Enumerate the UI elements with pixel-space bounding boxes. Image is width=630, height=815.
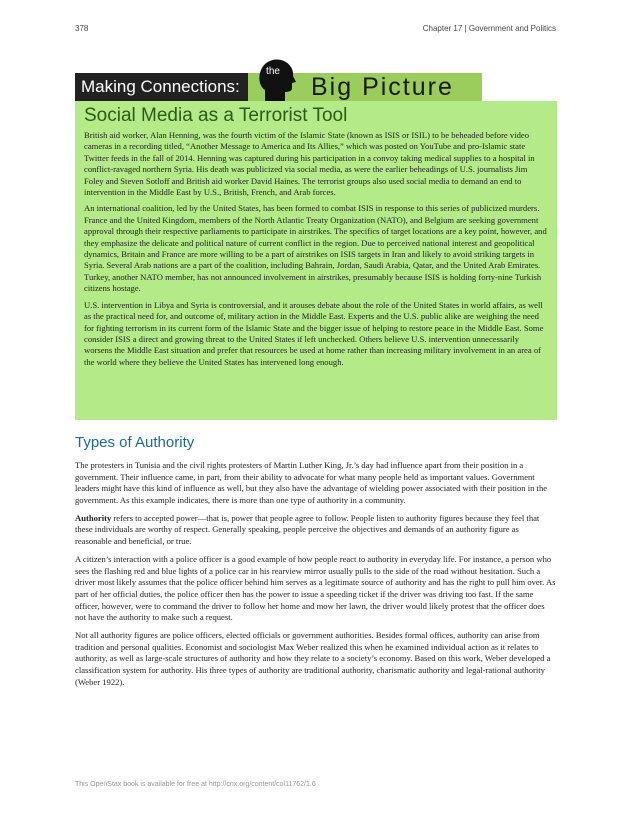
feature-paragraph: U.S. intervention in Libya and Syria is controversial, and it arouses debate about the role of the United States in world affairs, as well as the practical need for, and outcome of, military action in the Middle East. Experts and the U.S. public alike are weighing the need for fighting terrorism in its current form of the Islamic State and the bigger issue of helping to restore peace in the Middle East. Some consider ISIS a direct and growing threat to the United States if left unchecked. Others believe U.S. intervention unnecessarily worsens the Middle East situation and prefer that resources be used at home rather than increasing military involvement in an area of the world where they believe the United States has intervened long enough. bbox=[84, 299, 544, 367]
key-term-authority: Authority bbox=[75, 512, 112, 523]
body-paragraph: Not all authority figures are police officers, elected officials or government authorities. Besides formal offices, authority can arise from tradition and personal qualities. Economist and sociologist Max Weber realized this when he examined individual action as it relates to authority, as well as large-scale structures of authority and how they relate to a society’s economy. Based on this work, Weber developed a classification system for authority. His three types of authority are traditional authority, charismatic authority and legal-rational authority (Weber 1922). bbox=[75, 630, 551, 687]
section-heading: Types of Authority bbox=[75, 434, 195, 451]
feature-box bbox=[75, 101, 557, 420]
head-silhouette-icon bbox=[255, 57, 299, 101]
banner-big-picture: Big Picture bbox=[248, 73, 482, 101]
page-footer: This OpenStax book is available for free at http://cnx.org/content/col11762/1.6 bbox=[75, 781, 316, 788]
big-picture-banner bbox=[75, 66, 482, 101]
section-types-of-authority bbox=[75, 434, 556, 695]
banner-the-label: the bbox=[266, 66, 280, 77]
feature-paragraph: An international coalition, led by the United States, has been formed to combat ISIS in response to this series of publicized murders. France and the United Kingdom, members of the North Atlantic Treaty Organization (NATO), and Belgium are seeking government approval through their respective parliaments to participate in airstrikes. The specifics of target locations are a key point, however, and they emphasize the delicate and political nature of current conflict in the region. Due to perceived national interest and geopolitical dynamics, Britain and France are more willing to be a part of airstrikes on ISIS targets in Iran and likely to avoid striking targets in Syria. Several Arab nations are a part of the coalition, including Bahrain, Jordan, Saudi Arabia, Qatar, and the United Arab Emirates. Turkey, another NATO member, has not announced involvement in airstrikes, presumably because ISIS is holding forty-nine Turkish citizens hostage. bbox=[84, 203, 547, 294]
page-number: 378 bbox=[75, 24, 89, 33]
body-paragraph: A citizen’s interaction with a police officer is a good example of how people react to authority in everyday life. For instance, a person who sees the flashing red and blue lights of a police car in his rearview mirror usually pulls to the side of the road without hesitation. Such a driver most likely assumes that the police officer behind him serves as a legitimate source of authority and has the right to pull him over. As part of her official duties, the police officer then has the power to issue a speeding ticket if the driver was driving too fast. If the same officer, however, were to command the driver to follow her home and mow her lawn, the driver would likely protest that the officer does not have the authority to make such a request. bbox=[75, 554, 556, 623]
feature-paragraph: British aid worker, Alan Henning, was the fourth victim of the Islamic State (known as ISIS or ISIL) to be beheaded before video cameras in a recording titled, “Another Message to America and Its Allies,” which was posted on YouTube and pro-Islamic state Twitter feeds in the fall of 2014. Henning was captured during his participation in a convoy taking medical supplies to a hospital in conflict-ravaged northern Syria. His death was publicized via social media, as were the earlier beheadings of U.S. journalists Jim Foley and Steven Sotloff and British aid worker David Haines. The terrorist groups also used social media to demand an end to intervention in the Middle East by U.S., British, French, and Arab forces. bbox=[84, 130, 535, 198]
body-paragraph-authority bbox=[75, 513, 556, 548]
authority-definition-text: refers to accepted power—that is, power that people agree to follow. People listen to authority figures because they feel that these individuals are worthy of respect. Generally speaking, people perceive the objectives and demands of an authority figure as reasonable and beneficial, or true. bbox=[75, 512, 540, 547]
banner-making-connections: Making Connections: bbox=[75, 73, 248, 101]
feature-title: Social Media as a Terrorist Tool bbox=[84, 105, 348, 126]
chapter-running-head: Chapter 17 | Government and Politics bbox=[422, 24, 556, 33]
body-paragraph: The protesters in Tunisia and the civil rights protesters of Martin Luther King, Jr.’s day had influence apart from their position in a government. Their influence came, in part, from their ability to advocate for what many people held as important values. Government leaders might have this kind of influence as well, but they also have the advantage of wielding power associated with their position in the government. As this example indicates, there is more than one type of authority in a community. bbox=[75, 460, 548, 505]
